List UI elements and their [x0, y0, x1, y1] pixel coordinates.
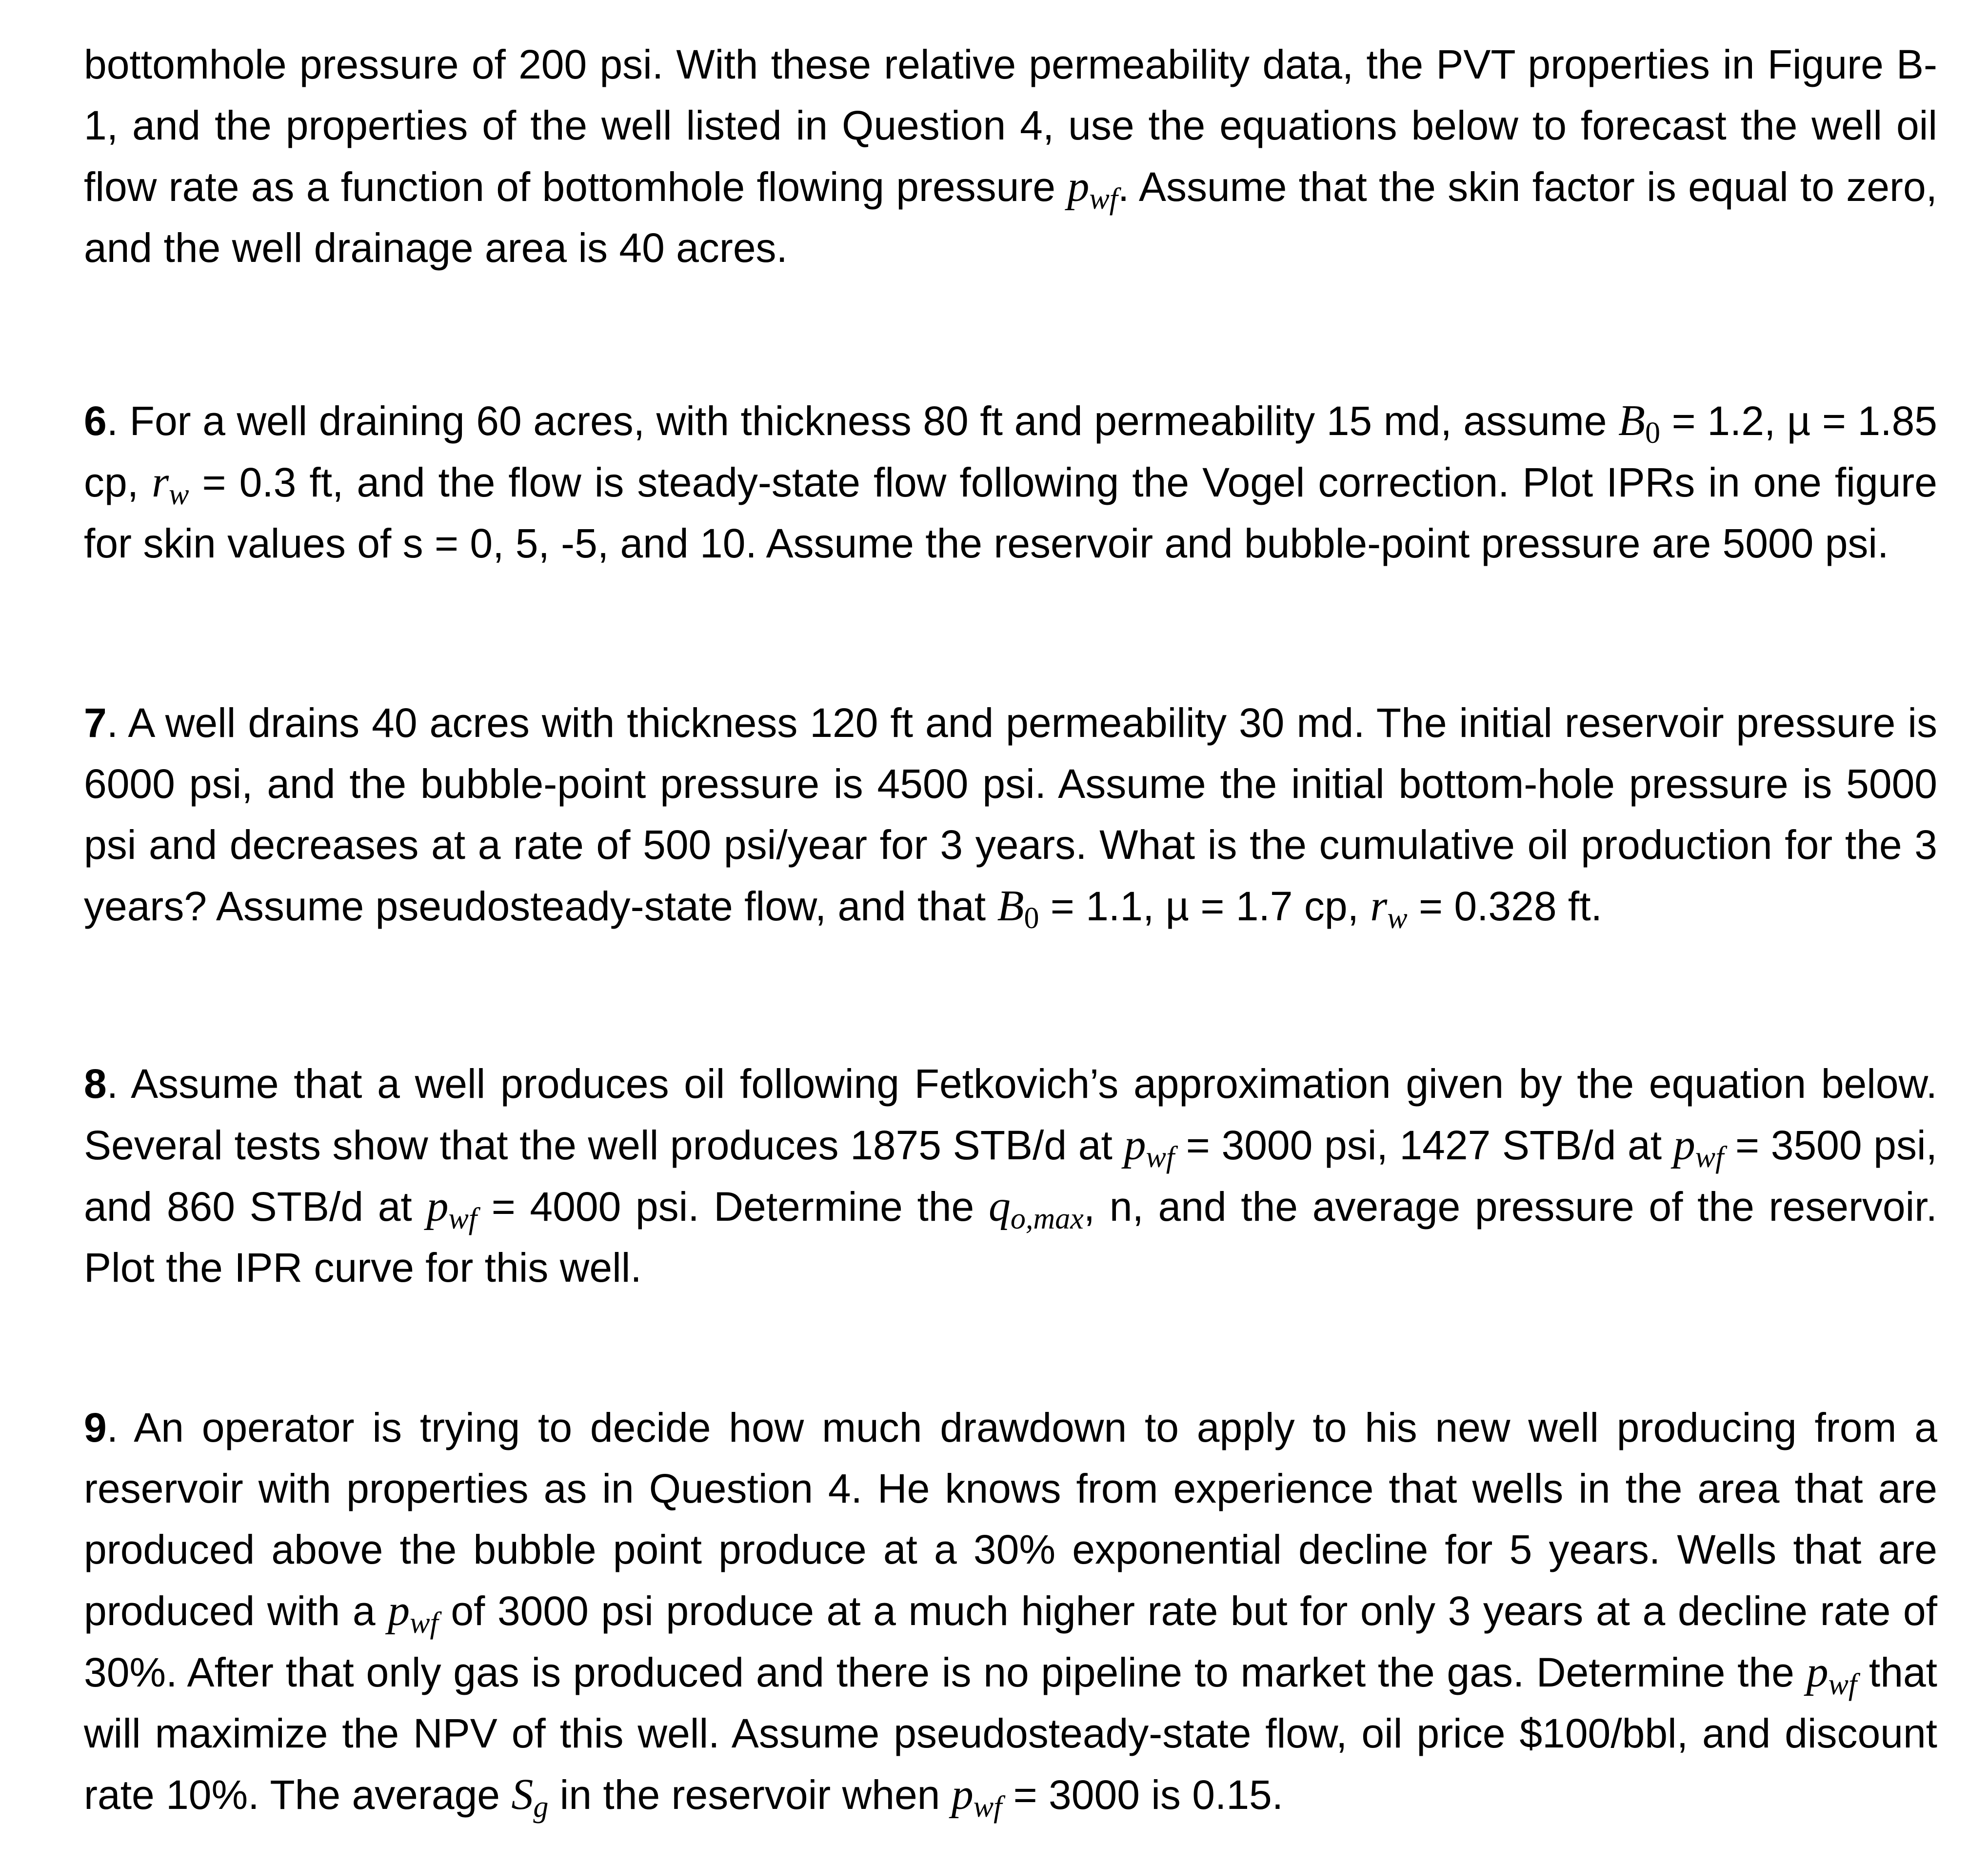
question-6 — [84, 390, 1937, 574]
question-text: = 3500 psi, and 860 STB/d at — [84, 1122, 1937, 1230]
question-text: . A well drains 40 acres with thickness 120 ft and permeability 30 md. The initial reservoir pressure is 6000 psi, and the bubble-point pressure is 4500 psi. Assume the initial bottom-hole pressure is 5000 psi and decreases at a rate of 500 psi/year for 3 years. What is the cumulative oil production for the 3 years? Assume pseudosteady-state flow, and that — [84, 700, 1937, 929]
math-bo: $B_0$ — [1618, 397, 1660, 450]
question-text: = 3000 is 0.15. — [1002, 1772, 1284, 1818]
question-number: 6 — [84, 398, 107, 444]
question-text: . For a well draining 60 acres, with thickness 80 ft and permeability 15 md, assume — [106, 398, 1619, 444]
question-text: = 4000 psi. Determine the — [477, 1184, 989, 1230]
question-text: , n, and the average pressure of the reservoir. Plot the IPR curve for this well. — [84, 1184, 1937, 1290]
math-rw: $r_w$ — [1370, 882, 1408, 935]
intro-text-2: . Assume that the skin factor is equal to zero, and the well drainage area is 40 acres. — [84, 164, 1937, 271]
question-text: . An operator is trying to decide how much drawdown to apply to his new well producing from a reservoir with properties as in Question 4. He knows from experience that wells in the area that are produced above the bubble point produce at a 30% exponential decline for 5 years. Wells that are produced with a — [84, 1405, 1937, 1634]
question-9 — [84, 1397, 1937, 1825]
question-text: = 0.3 ft, and the flow is steady-state flow following the Vogel correction. Plot IPRs in one figure for skin values of s = 0, 5, -5, and 10. Assume the reservoir and bubble-point pressure are 5000 psi. — [84, 459, 1937, 566]
intro-paragraph — [84, 34, 1937, 278]
question-text: that will maximize the NPV of this well. Assume pseudosteady-state flow, oil price $100/bbl, and discount rate 10%. The average — [84, 1649, 1937, 1818]
question-text: = 3000 psi, 1427 STB/d at — [1174, 1122, 1673, 1168]
math-pwf: $p_{wf}$ — [1806, 1648, 1857, 1701]
question-number: 8 — [84, 1061, 107, 1107]
math-rw: $r_w$ — [152, 458, 189, 511]
math-pwf: $p_{wf}$ — [1673, 1121, 1724, 1174]
math-pwf: $p_{wf}$ — [1124, 1121, 1175, 1174]
math-pwf: $p_{wf}$ — [388, 1587, 438, 1640]
question-text: . Assume that a well produces oil following Fetkovich’s approximation given by the equation below. Several tests show that the well produces 1875 STB/d at — [84, 1061, 1937, 1168]
question-number: 7 — [84, 700, 107, 746]
math-qomax: $q_{o,max}$ — [988, 1182, 1084, 1235]
math-pwf: $p_{wf}$ — [951, 1770, 1002, 1824]
question-text: = 1.1, µ = 1.7 cp, — [1039, 883, 1371, 929]
math-pwf: $p_{wf}$ — [1067, 162, 1118, 216]
question-text: in the reservoir when — [548, 1772, 952, 1818]
intro-text-1: bottomhole pressure of 200 psi. With these relative permeability data, the PVT properties in Figure B-1, and the properties of the well listed in Question 4, use the equations below to forecast the well oil flow rate as a function of bottomhole flowing pressure — [84, 41, 1937, 210]
math-sg: $S_g$ — [511, 1770, 549, 1824]
question-7 — [84, 693, 1937, 937]
math-bo: $B_0$ — [997, 882, 1039, 935]
math-pwf: $p_{wf}$ — [426, 1182, 477, 1235]
question-text: of 3000 psi produce at a much higher rate but for only 3 years at a decline rate of 30%. After that only gas is produced and there is no pipeline to market the gas. Determine the — [84, 1588, 1937, 1695]
question-number: 9 — [84, 1405, 107, 1450]
question-8 — [84, 1053, 1937, 1298]
question-text: = 1.2, µ = 1.85 cp, — [84, 398, 1937, 505]
question-text: = 0.328 ft. — [1407, 883, 1602, 929]
